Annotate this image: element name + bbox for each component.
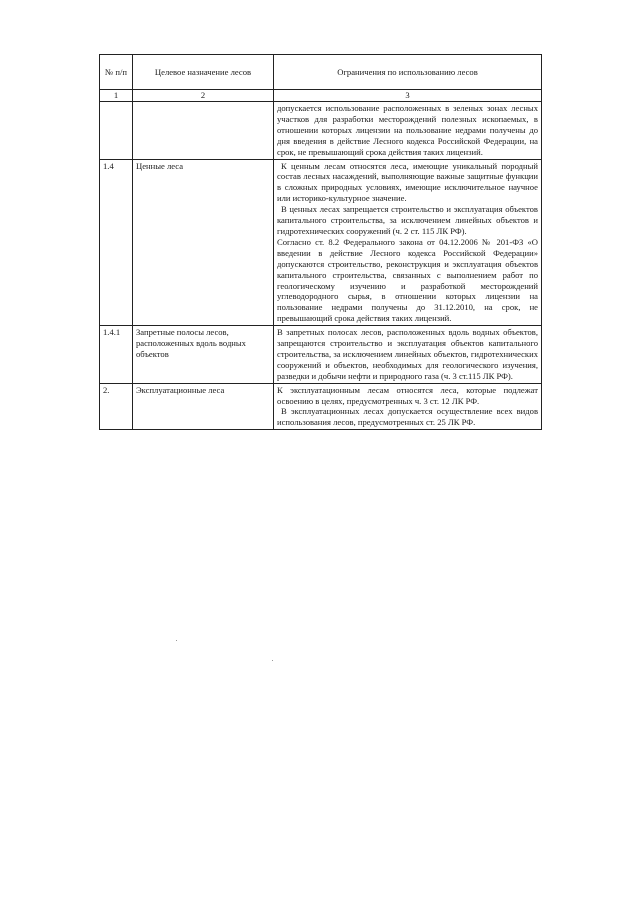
restrictions-cell bbox=[274, 159, 542, 326]
restriction-paragraph: К эксплуатационным лесам относятся леса, которые подлежат освоению в целях, предусмотренных ч. 3 ст. 12 ЛК РФ. bbox=[277, 384, 538, 406]
table-header-row bbox=[100, 55, 542, 90]
restriction-paragraph: В запретных полосах лесов, расположенных вдоль водных объектов, запрещаются строительство и эксплуатация объектов капитального строительства, за исключением линейных объектов, гидротехнических сооружений и объектов, необходимых для геологического изучения, разведки и добычи нефти и природного газа (ч. 3 ст.115 ЛК РФ). bbox=[277, 327, 538, 381]
header-purpose: Целевое назначение лесов bbox=[133, 55, 274, 90]
row-number: 2. bbox=[100, 383, 133, 430]
row-number bbox=[100, 102, 133, 160]
scan-speck bbox=[272, 660, 273, 661]
column-number-1: 1 bbox=[100, 90, 133, 102]
header-number: № п/п bbox=[100, 55, 133, 90]
row-number: 1.4 bbox=[100, 159, 133, 326]
table-row bbox=[100, 159, 542, 326]
forest-restrictions-table bbox=[99, 54, 542, 430]
forest-purpose: Ценные леса bbox=[133, 159, 274, 326]
forest-purpose bbox=[133, 102, 274, 160]
scan-speck bbox=[176, 640, 177, 641]
table-row bbox=[100, 326, 542, 384]
table-row bbox=[100, 383, 542, 430]
column-number-3: 3 bbox=[274, 90, 542, 102]
restriction-paragraph: допускается использование расположенных в зеленых зонах лесных участков для разработки месторождений полезных ископаемых, в отношении которых лицензии на пользование недрами получены до дня введения в действие Лесного кодекса Российской Федерации, на срок, не превышающий срока действия таких лицензий. bbox=[277, 103, 538, 157]
row-number: 1.4.1 bbox=[100, 326, 133, 384]
restriction-paragraph: В ценных лесах запрещается строительство и эксплуатация объектов капитального строительства, за исключением линейных объектов и гидротехнических сооружений (ч. 2 ст. 115 ЛК РФ). bbox=[277, 204, 538, 236]
restrictions-cell bbox=[274, 326, 542, 384]
restriction-paragraph: Согласно ст. 8.2 Федерального закона от 04.12.2006 № 201-ФЗ «О введении в действие Лесного кодекса Российской Федерации» допускаются строительство, реконструкция и эксплуатация объектов капитального строительства, связанных с выполнением работ по геологическому изучению и разработкой месторождений углеводородного сырья, в отношении которых лицензии на пользование недрами получены до 31.12.2010, на срок, не превышающий срока действия таких лицензий. bbox=[277, 236, 538, 324]
table-row bbox=[100, 102, 542, 160]
restrictions-cell bbox=[274, 383, 542, 430]
restrictions-cell bbox=[274, 102, 542, 160]
restriction-paragraph: К ценным лесам относятся леса, имеющие уникальный породный состав лесных насаждений, выполняющие важные защитные функции в сложных природных условиях, имеющие исключительное научное или историко-культурное значение. bbox=[277, 160, 538, 204]
forest-purpose: Запретные полосы лесов, расположенных вдоль водных объектов bbox=[133, 326, 274, 384]
column-number-row bbox=[100, 90, 542, 102]
header-restrictions: Ограничения по использованию лесов bbox=[274, 55, 542, 90]
column-number-2: 2 bbox=[133, 90, 274, 102]
restriction-paragraph: В эксплуатационных лесах допускается осуществление всех видов использования лесов, предусмотренных ст. 25 ЛК РФ. bbox=[277, 406, 538, 428]
forest-purpose: Эксплуатационные леса bbox=[133, 383, 274, 430]
